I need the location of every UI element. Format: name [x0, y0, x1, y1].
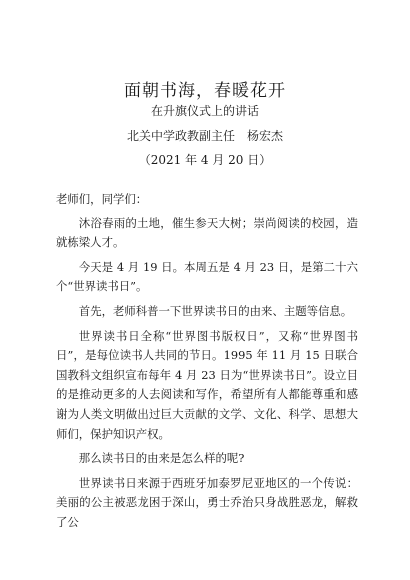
- paragraph-1: 沐浴春雨的土地，催生参天大树；崇尚阅读的校园，造就栋梁人才。: [56, 215, 358, 250]
- paragraph-6: 世界读书日来源于西班牙加泰罗尼亚地区的一个传说：美丽的公主被恶龙困于深山，勇士乔治只身战胜恶龙，解救了公: [56, 475, 358, 529]
- speech-body: [56, 190, 358, 538]
- document-title: 面朝书海，春暖花开: [124, 81, 286, 101]
- speaker-line: 北关中学政教副主任 杨宏杰: [126, 129, 283, 143]
- document-subtitle: 在升旗仪式上的讲话: [150, 104, 259, 118]
- speech-date: （2021 年 4 月 20 日）: [138, 153, 272, 167]
- paragraph-5: 那么读书日的由来是怎么样的呢?: [78, 451, 245, 466]
- paragraph-3: 首先，老师科普一下世界读书日的由来、主题等信息。: [78, 303, 353, 318]
- paragraph-2: 今天是 4 月 19 日。本周五是 4 月 23 日，是第二十六个“世界读书日”。: [56, 259, 358, 294]
- paragraph-4: 世界读书日全称“世界图书版权日”，又称“世界图书日”，是每位读书人共同的节日。1995 年 11 月 15 日联合国教科文组织宣布每年 4 月 23 日为“世界读书日”。设立目的是推动更多的人去阅读和写作，希望所有人都能尊重和感谢为人类文明做出过巨大贡献的文学、文化、科学、思想大师们，保护知识产权。: [56, 328, 358, 441]
- greeting: 老师们，同学们：: [56, 192, 148, 206]
